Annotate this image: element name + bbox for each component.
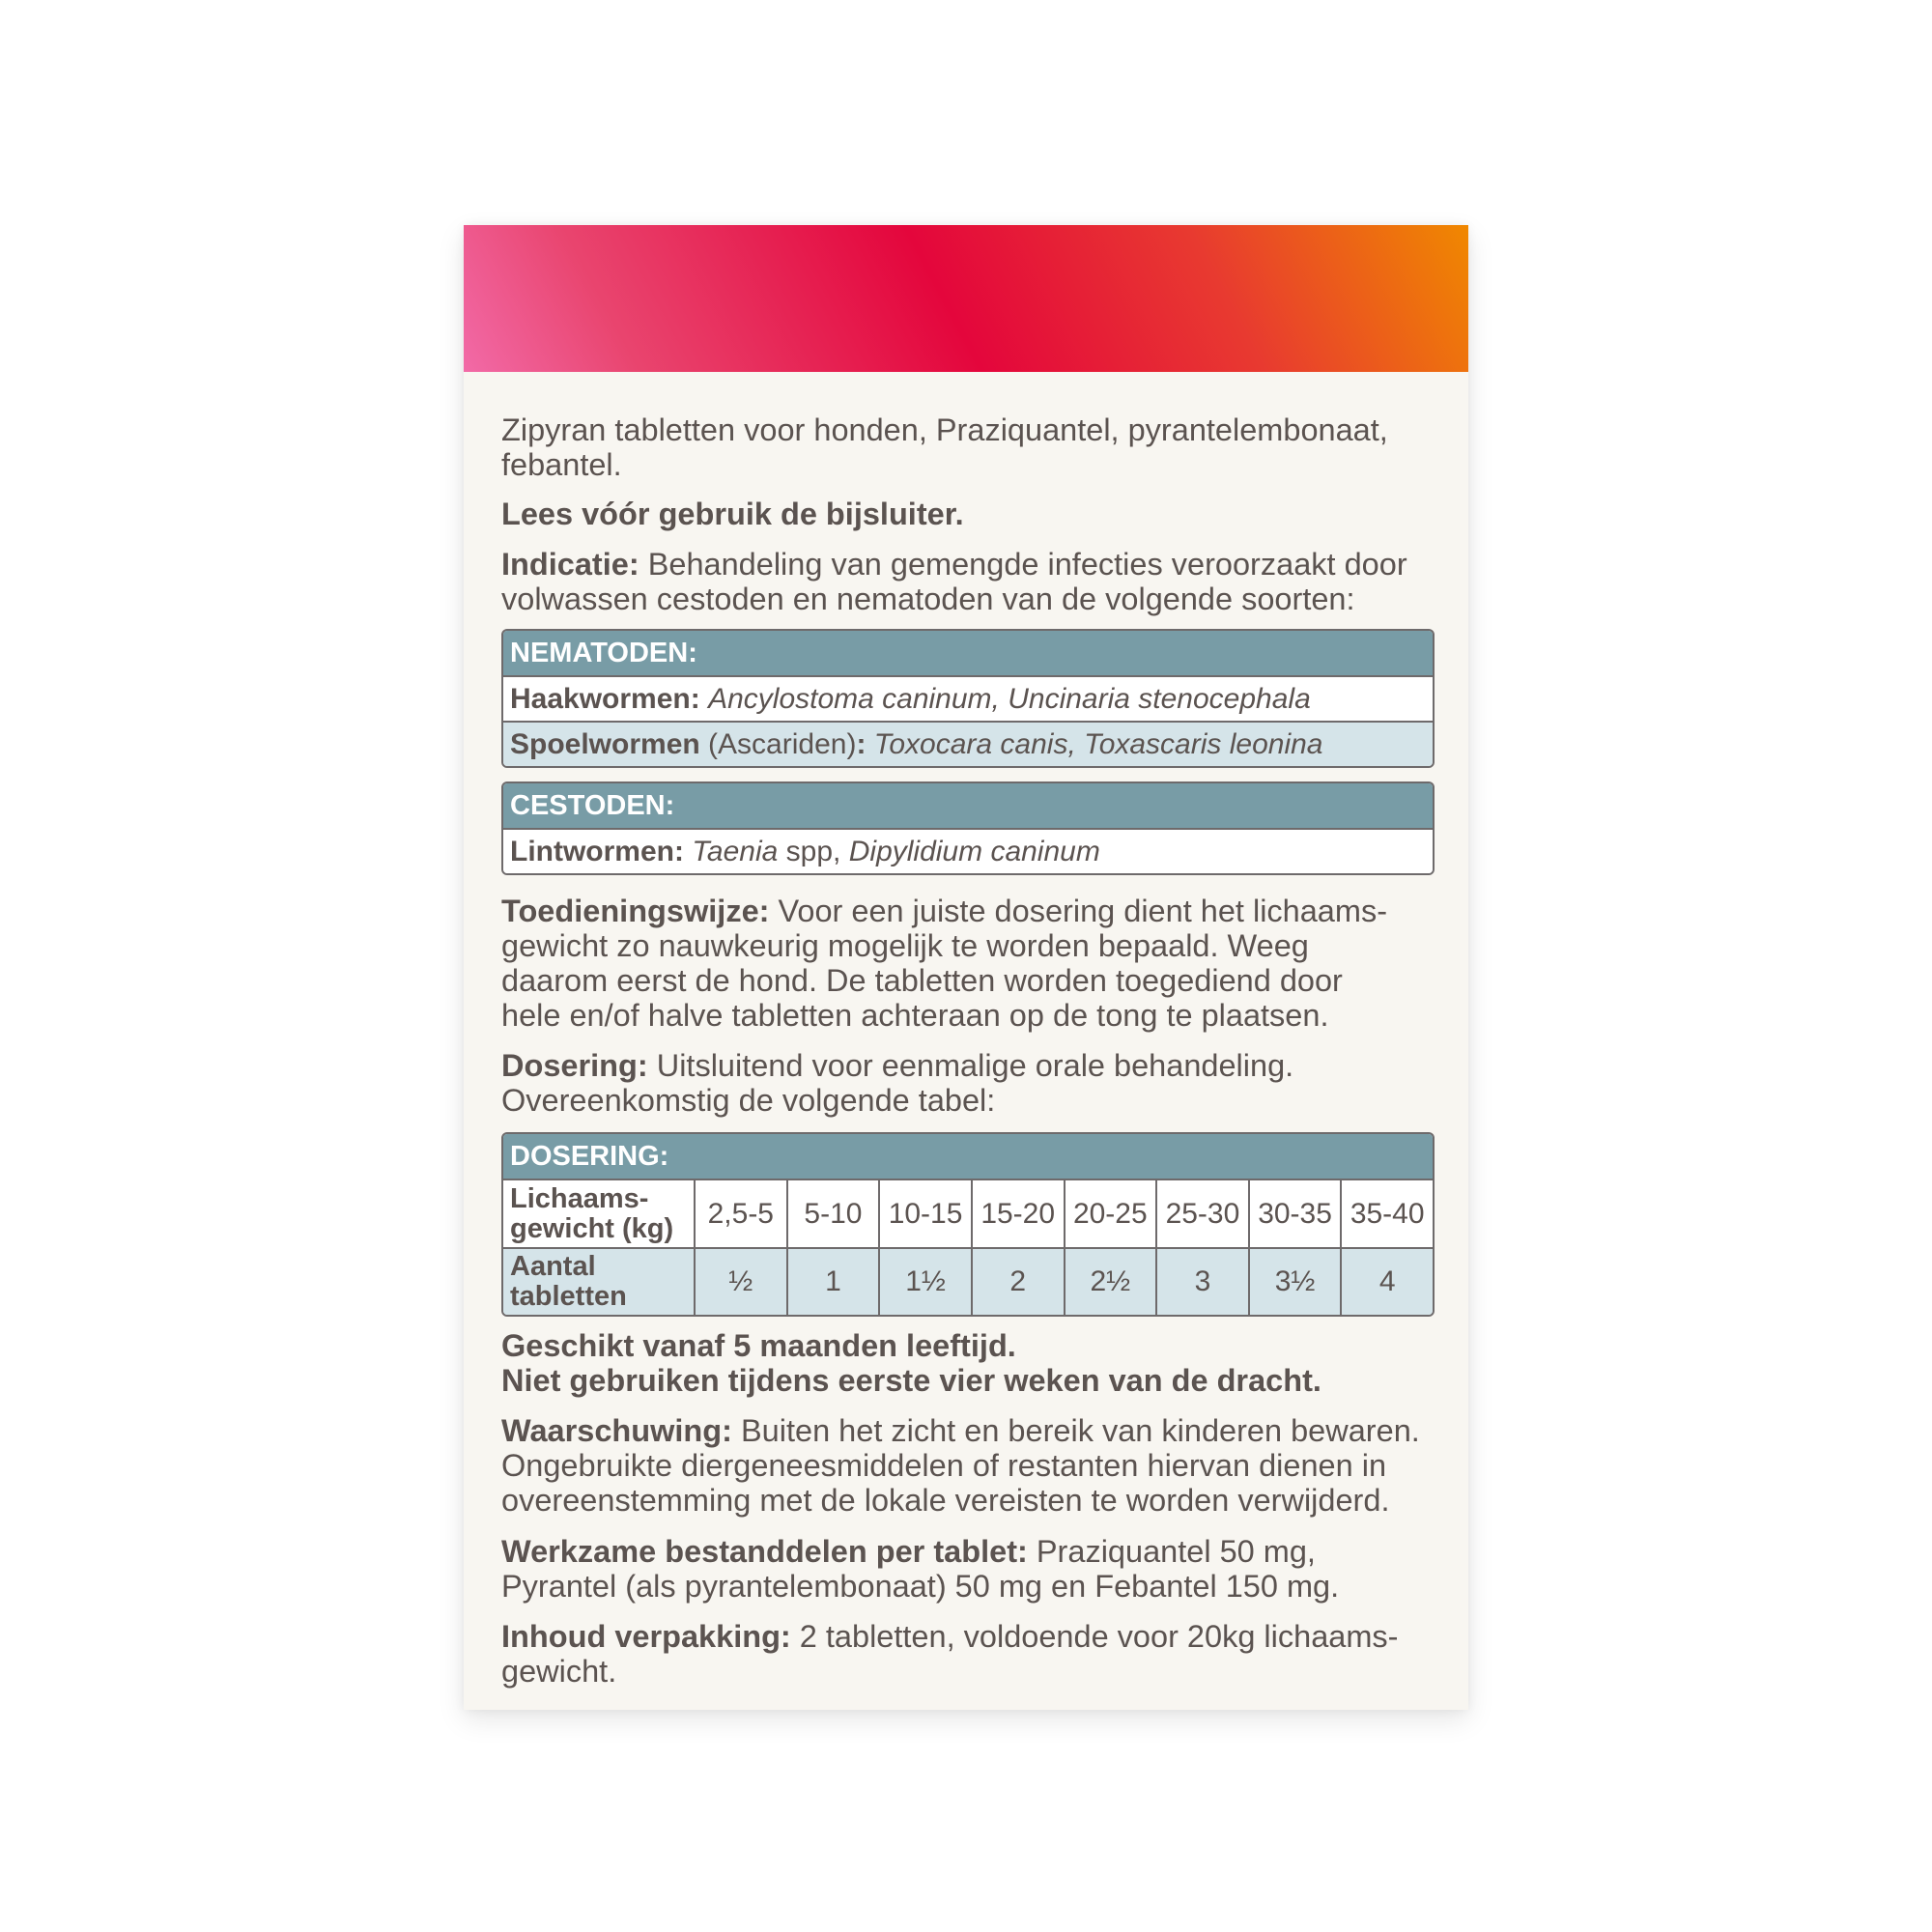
haakwormen-label: Haakwormen: [510,683,700,715]
cestoden-row-lintwormen [503,828,1433,873]
weight-row-header: Lichaams- gewicht (kg) [510,1182,674,1244]
waarschuwing-section [501,1413,1449,1518]
nematoden-row-spoelwormen [503,721,1433,766]
toedieningswijze-label: Toedieningswijze: [501,894,770,928]
toedieningswijze-section [501,894,1449,1033]
waarschuwing-label: Waarschuwing: [501,1413,732,1448]
gradient-header-band [464,225,1468,372]
weight-cell: 25-30 [1155,1180,1248,1247]
tablets-cell: 3 [1155,1249,1248,1315]
nematoden-table [501,629,1435,768]
tablets-cell: 1½ [878,1249,971,1315]
age-warning-line: Geschikt vanaf 5 maanden leeftijd. [501,1328,1016,1363]
tablets-cell: 3½ [1248,1249,1341,1315]
inhoud-verpakking-text: 2 tabletten, voldoende voor 20kg lichaams- gewicht. [501,1619,1399,1689]
tablets-cell: 4 [1340,1249,1433,1315]
tablets-cell: ½ [694,1249,786,1315]
spoelwormen-label: Spoelwormen [510,728,700,760]
tablets-row-header: Aantal tabletten [510,1251,627,1312]
dosering-text: Uitsluitend voor eenmalige orale behandeling. Overeenkomstig de volgende tabel: [501,1048,1294,1118]
spoelwormen-species: Toxocara canis, Toxascaris leonina [873,728,1323,760]
dosering-table [501,1132,1435,1317]
dosering-section [501,1048,1449,1118]
dosering-row-tablets [503,1247,1433,1315]
panel-content [464,372,1468,1689]
dosering-table-header: DOSERING: [503,1134,1433,1179]
package-panel [464,225,1468,1710]
nematoden-row-haakwormen [503,675,1433,721]
tablets-cell: 2 [971,1249,1064,1315]
werkzame-bestanddelen-text: Praziquantel 50 mg, Pyrantel (als pyrantelembonaat) 50 mg en Febantel 150 mg. [501,1534,1340,1604]
indicatie-section [501,547,1449,616]
cestoden-table-header: CESTODEN: [503,783,1433,828]
inhoud-verpakking-section [501,1619,1449,1689]
dosering-label: Dosering: [501,1048,648,1083]
haakwormen-species: Ancylostoma caninum, Uncinaria stenocephala [708,683,1311,715]
pregnancy-warning-line: Niet gebruiken tijdens eerste vier weken van de dracht. [501,1363,1321,1398]
lintwormen-genus: Taenia [692,836,779,867]
inhoud-verpakking-label: Inhoud verpakking: [501,1619,791,1654]
product-description [501,412,1449,482]
toedieningswijze-text: Voor een juiste dosering dient het lichaams- gewicht zo nauwkeurig mogelijk te worden bepaald. Weeg daarom eerst de hond. De tabletten worden toegediend door hele en/of halve tabletten achteraan op de tong te plaatsen. [501,894,1388,1033]
tablets-cell: 1 [786,1249,879,1315]
lintwormen-species: Dipylidium caninum [848,836,1100,867]
spoelwormen-colon: : [856,728,867,760]
waarschuwing-text: Buiten het zicht en bereik van kinderen bewaren. Ongebruikte diergeneesmiddelen of restanten hiervan dienen in overeenstemming met de lokale vereisten te worden verwijderd. [501,1413,1420,1518]
weight-cell: 35-40 [1340,1180,1433,1247]
lintwormen-label: Lintwormen: [510,836,684,867]
werkzame-bestanddelen-label: Werkzame bestanddelen per tablet: [501,1534,1028,1569]
weight-cell: 10-15 [878,1180,971,1247]
product-description-text: Zipyran tabletten voor honden, Praziquantel, pyrantelembonaat, febantel. [501,412,1388,482]
dosering-row-weight [503,1179,1433,1247]
indicatie-text: Behandeling van gemengde infecties veroorzaakt door volwassen cestoden en nematoden van de volgende soorten: [501,547,1407,616]
spoelwormen-note: (Ascariden) [708,728,857,760]
tablets-cell: 2½ [1064,1249,1156,1315]
lintwormen-spp: spp, [785,836,841,867]
werkzame-bestanddelen-section [501,1534,1449,1604]
weight-cell: 15-20 [971,1180,1064,1247]
weight-cell: 30-35 [1248,1180,1341,1247]
age-and-pregnancy-warning [501,1328,1449,1398]
read-leaflet-notice: Lees vóór gebruik de bijsluiter. [501,497,964,531]
nematoden-table-header: NEMATODEN: [503,631,1433,675]
weight-cell: 5-10 [786,1180,879,1247]
cestoden-table [501,781,1435,875]
indicatie-label: Indicatie: [501,547,639,582]
weight-cell: 20-25 [1064,1180,1156,1247]
weight-cell: 2,5-5 [694,1180,786,1247]
